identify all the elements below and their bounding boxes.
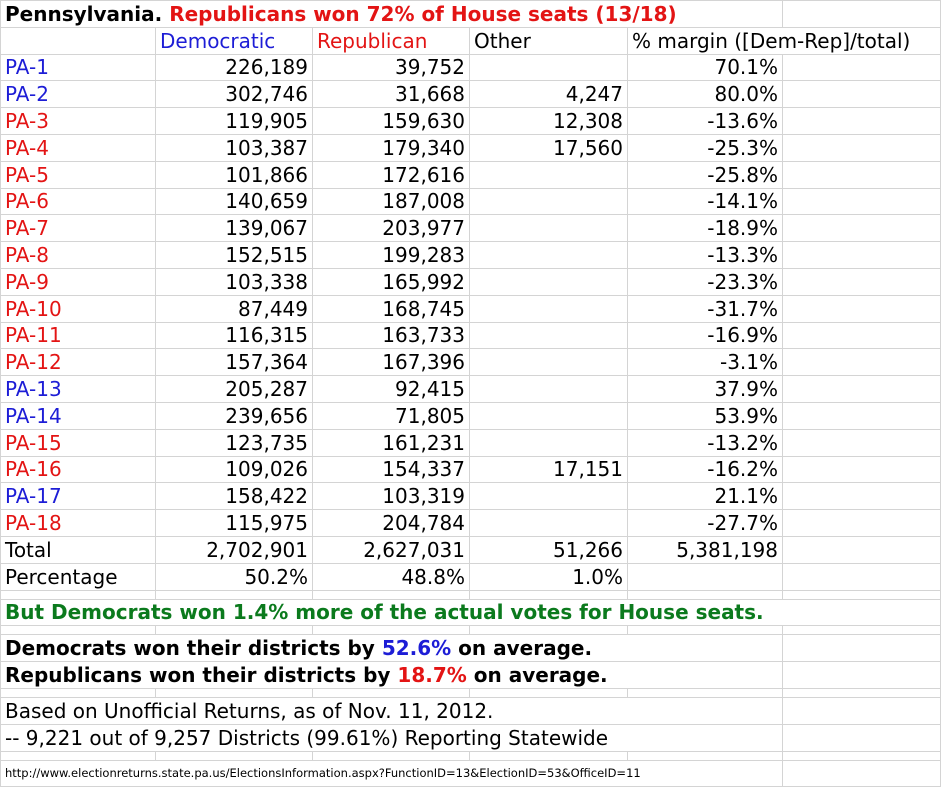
empty-cell [156, 626, 313, 635]
district-other-votes [470, 54, 628, 81]
empty-cell [628, 626, 783, 635]
district-name: PA-1 [1, 54, 156, 81]
spacer-row [1, 590, 941, 599]
note-line-2: -- 9,221 out of 9,257 Districts (99.61%) Reporting Statewide [1, 724, 783, 751]
district-name: PA-17 [1, 483, 156, 510]
title-row [1, 1, 941, 28]
empty-cell [783, 635, 941, 662]
district-margin: -13.2% [628, 429, 783, 456]
table-row [1, 429, 941, 456]
empty-cell [783, 54, 941, 81]
empty-cell [783, 268, 941, 295]
district-rep-votes: 179,340 [313, 134, 470, 161]
empty-cell [628, 590, 783, 599]
district-rep-votes: 163,733 [313, 322, 470, 349]
table-row [1, 188, 941, 215]
district-margin: -3.1% [628, 349, 783, 376]
district-other-votes [470, 510, 628, 537]
total-dem: 2,702,901 [156, 536, 313, 563]
district-dem-votes: 87,449 [156, 295, 313, 322]
district-other-votes: 4,247 [470, 81, 628, 108]
empty-cell [470, 590, 628, 599]
percentage-label: Percentage [1, 563, 156, 590]
empty-cell [783, 751, 941, 760]
district-name: PA-13 [1, 376, 156, 403]
empty-cell [783, 590, 941, 599]
district-margin: -16.2% [628, 456, 783, 483]
district-dem-votes: 119,905 [156, 108, 313, 135]
spacer-row [1, 751, 941, 760]
header-republican: Republican [313, 27, 470, 54]
percentage-other: 1.0% [470, 563, 628, 590]
district-other-votes [470, 268, 628, 295]
table-row [1, 81, 941, 108]
empty-cell [783, 108, 941, 135]
empty-cell [628, 751, 783, 760]
table-row [1, 349, 941, 376]
empty-cell [783, 697, 941, 724]
district-margin: -13.3% [628, 242, 783, 269]
empty-cell [313, 751, 470, 760]
district-other-votes: 12,308 [470, 108, 628, 135]
empty-cell [783, 295, 941, 322]
votes-summary: But Democrats won 1.4% more of the actual votes for House seats. [1, 599, 941, 626]
district-margin: -16.9% [628, 322, 783, 349]
district-rep-votes: 31,668 [313, 81, 470, 108]
source-url: http://www.electionreturns.state.pa.us/ElectionsInformation.aspx?FunctionID=13&ElectionID=53&OfficeID=11 [1, 760, 783, 787]
empty-cell [783, 724, 941, 751]
district-dem-votes: 226,189 [156, 54, 313, 81]
district-margin: 70.1% [628, 54, 783, 81]
note-line-1: Based on Unofficial Returns, as of Nov. 11, 2012. [1, 697, 783, 724]
empty-cell [156, 688, 313, 697]
empty-cell [783, 188, 941, 215]
district-margin: -23.3% [628, 268, 783, 295]
total-other: 51,266 [470, 536, 628, 563]
district-dem-votes: 101,866 [156, 161, 313, 188]
table-row [1, 161, 941, 188]
dem-average-suffix: on average. [451, 636, 593, 661]
district-rep-votes: 204,784 [313, 510, 470, 537]
empty-cell [470, 626, 628, 635]
empty-cell [783, 322, 941, 349]
empty-cell [783, 456, 941, 483]
district-name: PA-6 [1, 188, 156, 215]
district-dem-votes: 158,422 [156, 483, 313, 510]
district-other-votes [470, 349, 628, 376]
empty-cell [1, 626, 156, 635]
header-row [1, 27, 941, 54]
district-other-votes [470, 215, 628, 242]
district-rep-votes: 154,337 [313, 456, 470, 483]
district-name: PA-2 [1, 81, 156, 108]
district-rep-votes: 172,616 [313, 161, 470, 188]
district-margin: 80.0% [628, 81, 783, 108]
district-other-votes [470, 483, 628, 510]
empty-cell [783, 349, 941, 376]
district-margin: -25.3% [628, 134, 783, 161]
dem-average-value: 52.6% [381, 636, 452, 661]
table-row [1, 54, 941, 81]
table-row [1, 483, 941, 510]
empty-cell [783, 563, 941, 590]
rep-average-prefix: Republicans won their districts by [5, 663, 398, 688]
district-dem-votes: 139,067 [156, 215, 313, 242]
district-rep-votes: 203,977 [313, 215, 470, 242]
district-name: PA-5 [1, 161, 156, 188]
total-all: 5,381,198 [628, 536, 783, 563]
empty-cell [1, 590, 156, 599]
dem-average-row [1, 635, 941, 662]
empty-cell [628, 688, 783, 697]
district-name: PA-14 [1, 402, 156, 429]
empty-cell [783, 81, 941, 108]
rep-average [1, 662, 783, 689]
total-rep: 2,627,031 [313, 536, 470, 563]
empty-cell [1, 751, 156, 760]
district-name: PA-8 [1, 242, 156, 269]
district-other-votes [470, 161, 628, 188]
district-dem-votes: 123,735 [156, 429, 313, 456]
empty-cell [783, 376, 941, 403]
spacer-row [1, 626, 941, 635]
empty-cell [313, 688, 470, 697]
district-other-votes [470, 295, 628, 322]
district-dem-votes: 302,746 [156, 81, 313, 108]
table-row [1, 456, 941, 483]
district-other-votes: 17,151 [470, 456, 628, 483]
district-margin: -14.1% [628, 188, 783, 215]
district-rep-votes: 168,745 [313, 295, 470, 322]
table-row [1, 295, 941, 322]
empty-cell [313, 626, 470, 635]
district-dem-votes: 239,656 [156, 402, 313, 429]
note-row-2 [1, 724, 941, 751]
district-margin: 53.9% [628, 402, 783, 429]
district-dem-votes: 115,975 [156, 510, 313, 537]
percentage-dem: 50.2% [156, 563, 313, 590]
empty-cell [156, 590, 313, 599]
table-row [1, 402, 941, 429]
table-row [1, 215, 941, 242]
district-name: PA-3 [1, 108, 156, 135]
empty-cell [783, 483, 941, 510]
district-dem-votes: 140,659 [156, 188, 313, 215]
district-margin: -27.7% [628, 510, 783, 537]
district-name: PA-15 [1, 429, 156, 456]
district-dem-votes: 205,287 [156, 376, 313, 403]
empty-cell [1, 688, 156, 697]
empty-cell [783, 242, 941, 269]
header-democratic: Democratic [156, 27, 313, 54]
empty-cell [783, 429, 941, 456]
district-name: PA-16 [1, 456, 156, 483]
table-row [1, 322, 941, 349]
source-row [1, 760, 941, 787]
district-rep-votes: 199,283 [313, 242, 470, 269]
district-name: PA-7 [1, 215, 156, 242]
district-name: PA-10 [1, 295, 156, 322]
district-name: PA-9 [1, 268, 156, 295]
empty-cell [470, 688, 628, 697]
empty-cell [783, 510, 941, 537]
district-rep-votes: 103,319 [313, 483, 470, 510]
district-other-votes [470, 322, 628, 349]
district-other-votes [470, 402, 628, 429]
total-label: Total [1, 536, 156, 563]
district-dem-votes: 157,364 [156, 349, 313, 376]
district-rep-votes: 39,752 [313, 54, 470, 81]
district-rep-votes: 161,231 [313, 429, 470, 456]
district-rep-votes: 167,396 [313, 349, 470, 376]
district-other-votes [470, 242, 628, 269]
total-row [1, 536, 941, 563]
empty-cell [783, 626, 941, 635]
district-dem-votes: 103,338 [156, 268, 313, 295]
table-row [1, 134, 941, 161]
district-rep-votes: 187,008 [313, 188, 470, 215]
empty-cell [783, 402, 941, 429]
district-rep-votes: 71,805 [313, 402, 470, 429]
table-row [1, 376, 941, 403]
district-rep-votes: 92,415 [313, 376, 470, 403]
empty-cell [628, 563, 783, 590]
title-state: Pennsylvania. [5, 1, 163, 26]
empty-cell [783, 161, 941, 188]
district-margin: -18.9% [628, 215, 783, 242]
spacer-row [1, 688, 941, 697]
district-name: PA-11 [1, 322, 156, 349]
empty-cell [156, 751, 313, 760]
empty-cell [783, 760, 941, 787]
percentage-rep: 48.8% [313, 563, 470, 590]
district-other-votes [470, 376, 628, 403]
table-row [1, 510, 941, 537]
page-title [1, 1, 783, 28]
header-margin: % margin ([Dem-Rep]/total) [628, 27, 941, 54]
votes-summary-row [1, 599, 941, 626]
rep-average-suffix: on average. [466, 663, 608, 688]
rep-average-row [1, 662, 941, 689]
district-other-votes: 17,560 [470, 134, 628, 161]
dem-average [1, 635, 783, 662]
district-other-votes [470, 429, 628, 456]
table-row [1, 108, 941, 135]
note-row-1 [1, 697, 941, 724]
district-margin: -13.6% [628, 108, 783, 135]
district-name: PA-18 [1, 510, 156, 537]
table-row [1, 242, 941, 269]
empty-cell [783, 134, 941, 161]
empty-cell [783, 1, 941, 28]
empty-cell [470, 751, 628, 760]
district-name: PA-4 [1, 134, 156, 161]
district-dem-votes: 103,387 [156, 134, 313, 161]
empty-cell [783, 662, 941, 689]
empty-cell [313, 590, 470, 599]
district-dem-votes: 109,026 [156, 456, 313, 483]
dem-average-prefix: Democrats won their districts by [5, 636, 382, 661]
percentage-row [1, 563, 941, 590]
district-margin: 21.1% [628, 483, 783, 510]
empty-cell [783, 688, 941, 697]
district-margin: -25.8% [628, 161, 783, 188]
district-rep-votes: 159,630 [313, 108, 470, 135]
empty-cell [1, 27, 156, 54]
empty-cell [783, 536, 941, 563]
header-other: Other [470, 27, 628, 54]
district-dem-votes: 116,315 [156, 322, 313, 349]
empty-cell [783, 215, 941, 242]
district-name: PA-12 [1, 349, 156, 376]
district-dem-votes: 152,515 [156, 242, 313, 269]
title-headline: Republicans won 72% of House seats (13/18) [169, 1, 677, 26]
district-margin: -31.7% [628, 295, 783, 322]
table-row [1, 268, 941, 295]
rep-average-value: 18.7% [397, 663, 467, 688]
district-other-votes [470, 188, 628, 215]
district-rep-votes: 165,992 [313, 268, 470, 295]
district-margin: 37.9% [628, 376, 783, 403]
